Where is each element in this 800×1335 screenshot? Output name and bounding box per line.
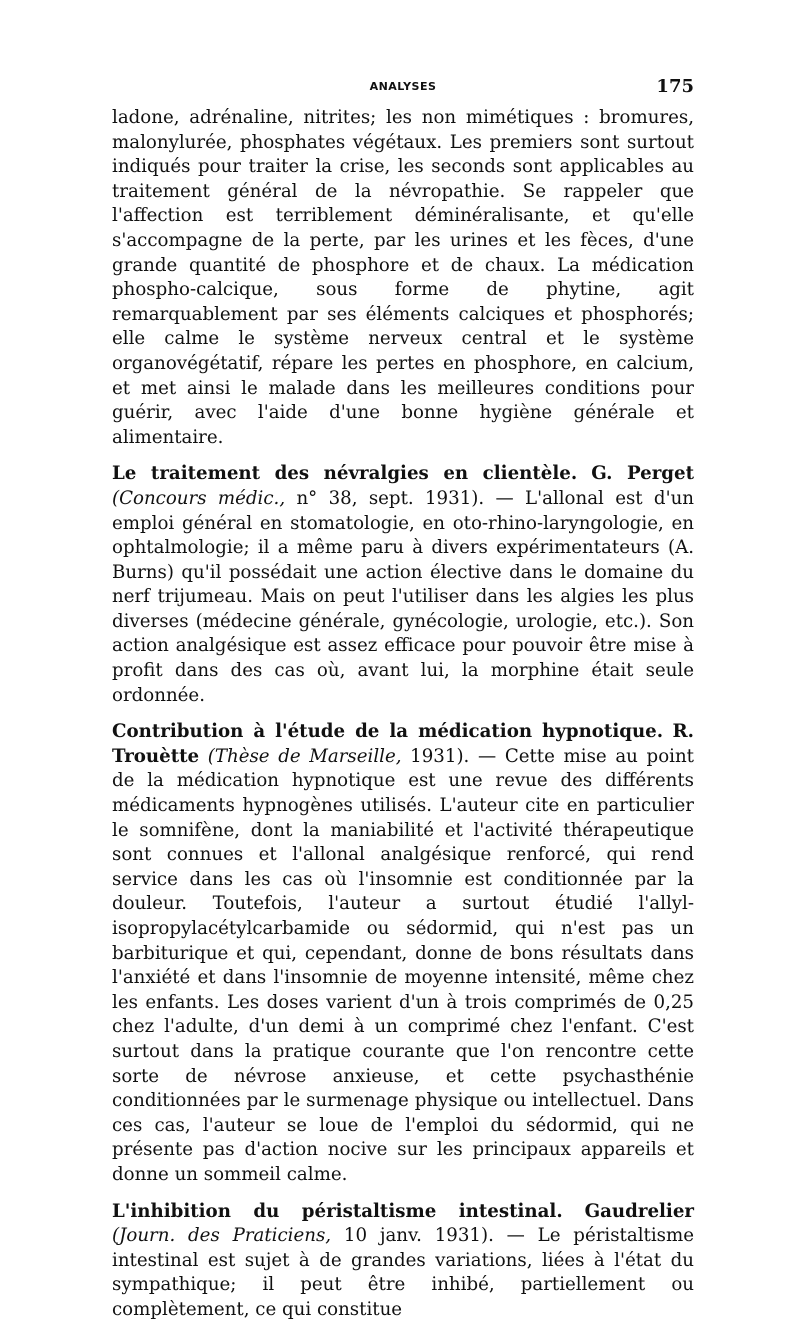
abstract-author: R. Trouètte — [112, 721, 694, 767]
abstract-source: (Journ. des Praticiens, — [112, 1225, 332, 1247]
running-header — [112, 76, 694, 98]
paragraph-text: ladone, adrénaline, nitrites; les non mimétiques : bromures, malonylurée, phosphates végétaux. Les premiers sont surtout indiqués pour traiter la crise, les seconds sont applicables au traitement général de la névropathie. Se rappeler que l'affection est terriblement déminéralisante, et qu'elle s'accompagne de la perte, par les urines et les fèces, d'une grande quantité de phosphore et de chaux. La médication phospho-calcique, sous forme de phytine, agit remarquablement par ses éléments calciques et phosphorés; elle calme le système nerveux central et le système organovégétatif, répare les pertes en phosphore, en calcium, et met ainsi le malade dans les meilleures conditions pour guérir, avec l'aide d'une bonne hygiène générale et alimentaire. — [112, 107, 694, 448]
abstract-hypnotique — [112, 720, 694, 1187]
abstract-title: L'inhibition du péristaltisme intestinal. — [112, 1200, 563, 1222]
abstract-text: n° 38, sept. 1931). — L'allonal est d'un emploi général en stomatologie, en oto-rhino-laryngologie, en ophtalmologie; il a même paru à divers expérimentateurs (A. Burns) qu'il possédait une action élective dans le domaine du nerf trijumeau. Mais on peut l'utiliser dans les algies les plus diverses (médecine générale, gynécologie, urologie, etc.). Son action analgésique est assez efficace pour pouvoir être mise à profit dans des cas où, avant lui, la morphine était seule ordonnée. — [112, 487, 694, 706]
abstract-title: Le traitement des névralgies en clientèle. — [112, 463, 578, 485]
page — [112, 76, 694, 1335]
abstract-peristaltisme — [112, 1200, 694, 1323]
running-title: ANALYSES — [369, 80, 437, 93]
paragraph-continuation — [112, 106, 694, 450]
abstract-text: 1931). — Cette mise au point de la médication hypnotique est une revue des différents médicaments hypnogènes utilisés. L'auteur cite en particulier le somnifène, dont la maniabilité et l'activité thérapeutique sont connues et l'allonal analgésique renforcé, qui rend service dans les cas où l'insomnie est conditionnée par la douleur. Toutefois, l'auteur a surtout étudié l'allyl-isopropylacétylcarbamide ou sédormid, qui n'est pas un barbiturique et qui, cependant, donne de bons résultats dans l'anxiété et dans l'insomnie de moyenne intensité, même chez les enfants. Les doses varient d'un à trois comprimés de 0,25 chez l'adulte, d'un demi à un comprimé chez l'enfant. C'est surtout dans la pratique courante que l'on rencontre cette sorte de névrose anxieuse, et cette psychasthénie conditionnées par le surmenage physique ou intellectuel. Dans ces cas, l'auteur se loue de l'emploi du sédormid, qui ne présente pas d'action nocive sur les principaux appareils et donne un sommeil calme. — [112, 745, 694, 1185]
abstract-nevralgies — [112, 462, 694, 708]
page-number: 175 — [656, 76, 694, 97]
abstract-source: (Concours médic., — [112, 487, 286, 509]
abstract-title: Contribution à l'étude de la médication hypnotique. — [112, 721, 664, 743]
abstract-source: (Thèse de Marseille, — [207, 745, 402, 767]
abstract-author: Gaudrelier — [584, 1200, 694, 1222]
abstract-author: G. Perget — [591, 463, 694, 485]
abstract-text: 10 janv. 1931). — Le péristaltisme intestinal est sujet à de grandes variations, liées à l'état du sympathique; il peut être inhibé, partiellement ou complètement, ce qui constitue — [112, 1225, 694, 1320]
